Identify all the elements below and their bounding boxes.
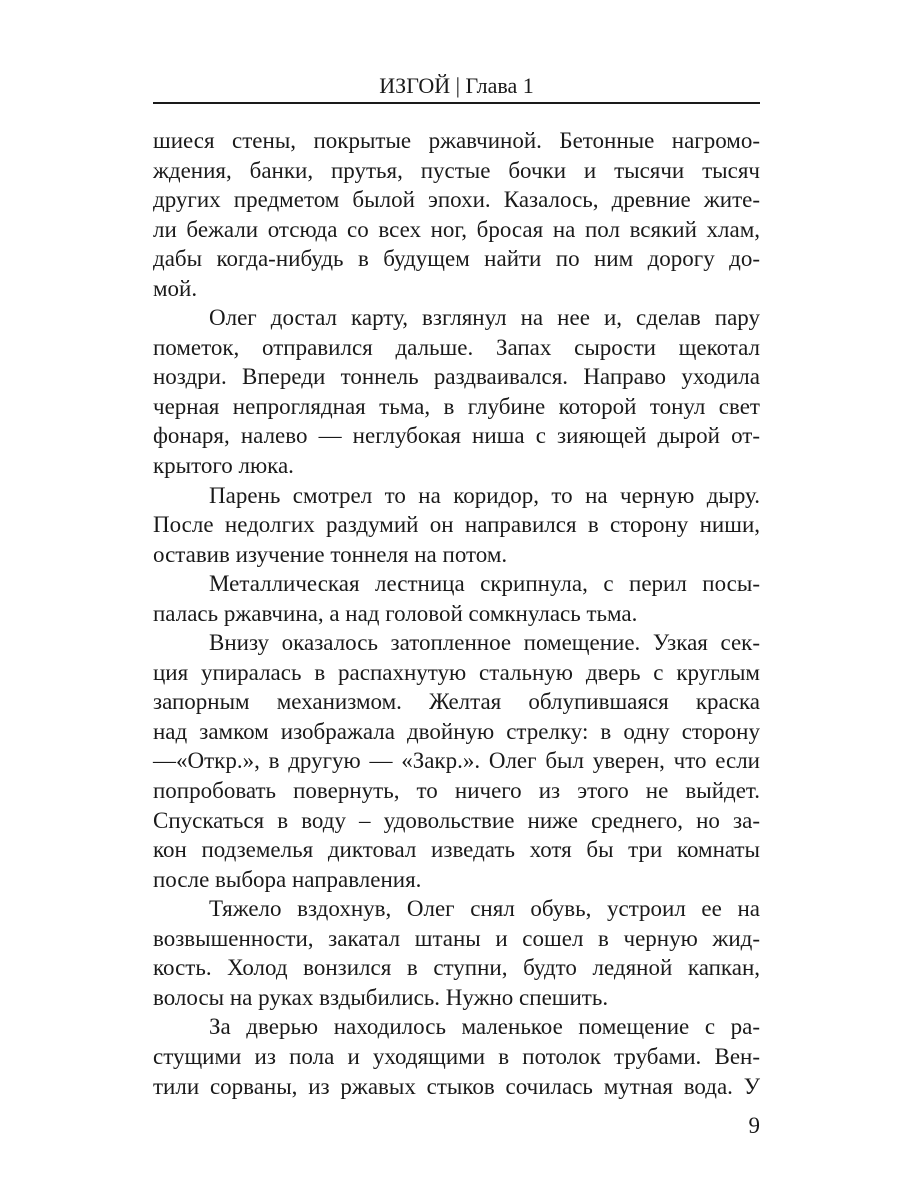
text-line: Внизу оказалось затопленное помещение. Узкая сек- xyxy=(209,630,760,656)
page-number: 9 xyxy=(748,1113,760,1138)
text-line: За дверью находилось маленькое помещение с ра- xyxy=(209,1014,760,1040)
text-line: ждения, банки, прутья, пустые бочки и тысячи тысяч xyxy=(153,157,760,183)
text-line: волосы на руках вздыбились. Нужно спешить. xyxy=(153,984,609,1010)
body-text xyxy=(153,126,760,1101)
text-line: других предметом былой эпохи. Казалось, древние жите- xyxy=(153,187,760,213)
text-line: Парень смотрел то на коридор, то на черную дыру. xyxy=(209,482,760,508)
text-line: пометок, отправился дальше. Запах сырости щекотал xyxy=(153,334,760,360)
text-line: над замком изображала двойную стрелку: в одну сторону xyxy=(153,718,760,744)
text-line: кость. Холод вонзился в ступни, будто ледяной капкан, xyxy=(153,955,760,981)
text-line: крытого люка. xyxy=(153,453,294,479)
text-line: ли бежали отсюда со всех ног, бросая на пол всякий хлам, xyxy=(153,216,760,242)
text-line: попробовать повернуть, то ничего из этого не выйдет. xyxy=(153,778,760,804)
text-line: тили сорваны, из ржавых стыков сочилась мутная вода. У xyxy=(153,1073,760,1099)
text-line: После недолгих раздумий он направился в сторону ниши, xyxy=(153,512,760,538)
text-line: Металлическая лестница скрипнула, с перил посы- xyxy=(209,571,760,597)
text-line: кон подземелья диктовал изведать хотя бы три комнаты xyxy=(153,837,760,863)
text-line: дабы когда-нибудь в будущем найти по ним дорогу до- xyxy=(153,246,760,272)
text-line: шиеся стены, покрытые ржавчиной. Бетонные нагромо- xyxy=(153,128,760,153)
text-line: фонаря, налево — неглубокая ниша с зияющей дырой от- xyxy=(153,423,760,449)
header-rule xyxy=(153,102,760,104)
text-line: ция упиралась в распахнутую стальную дверь с круглым xyxy=(153,659,760,685)
running-head: ИЗГОЙ | Глава 1 xyxy=(379,73,534,98)
text-line: Спускаться в воду – удовольствие ниже среднего, но за- xyxy=(153,807,760,833)
text-line: оставив изучение тоннеля на потом. xyxy=(153,541,508,567)
text-line: после выбора направления. xyxy=(153,866,422,892)
text-line: запорным механизмом. Желтая облупившаяся краска xyxy=(153,689,760,715)
text-line: возвышенности, закатал штаны и сошел в черную жид- xyxy=(153,925,760,951)
text-line: мой. xyxy=(153,275,198,301)
text-line: ноздри. Впереди тоннель раздваивался. Направо уходила xyxy=(153,364,760,390)
text-line: Тяжело вздохнув, Олег снял обувь, устроил ее на xyxy=(209,896,760,922)
text-line: палась ржавчина, а над головой сомкнулась тьма. xyxy=(153,600,638,626)
text-line: стущими из пола и уходящими в потолок трубами. Вен- xyxy=(153,1043,760,1069)
text-line: Олег достал карту, взглянул на нее и, сделав пару xyxy=(209,305,760,331)
text-line: —«Откр.», в другую — «Закр.». Олег был уверен, что если xyxy=(153,748,760,774)
text-line: черная непроглядная тьма, в глубине которой тонул свет xyxy=(153,393,760,419)
